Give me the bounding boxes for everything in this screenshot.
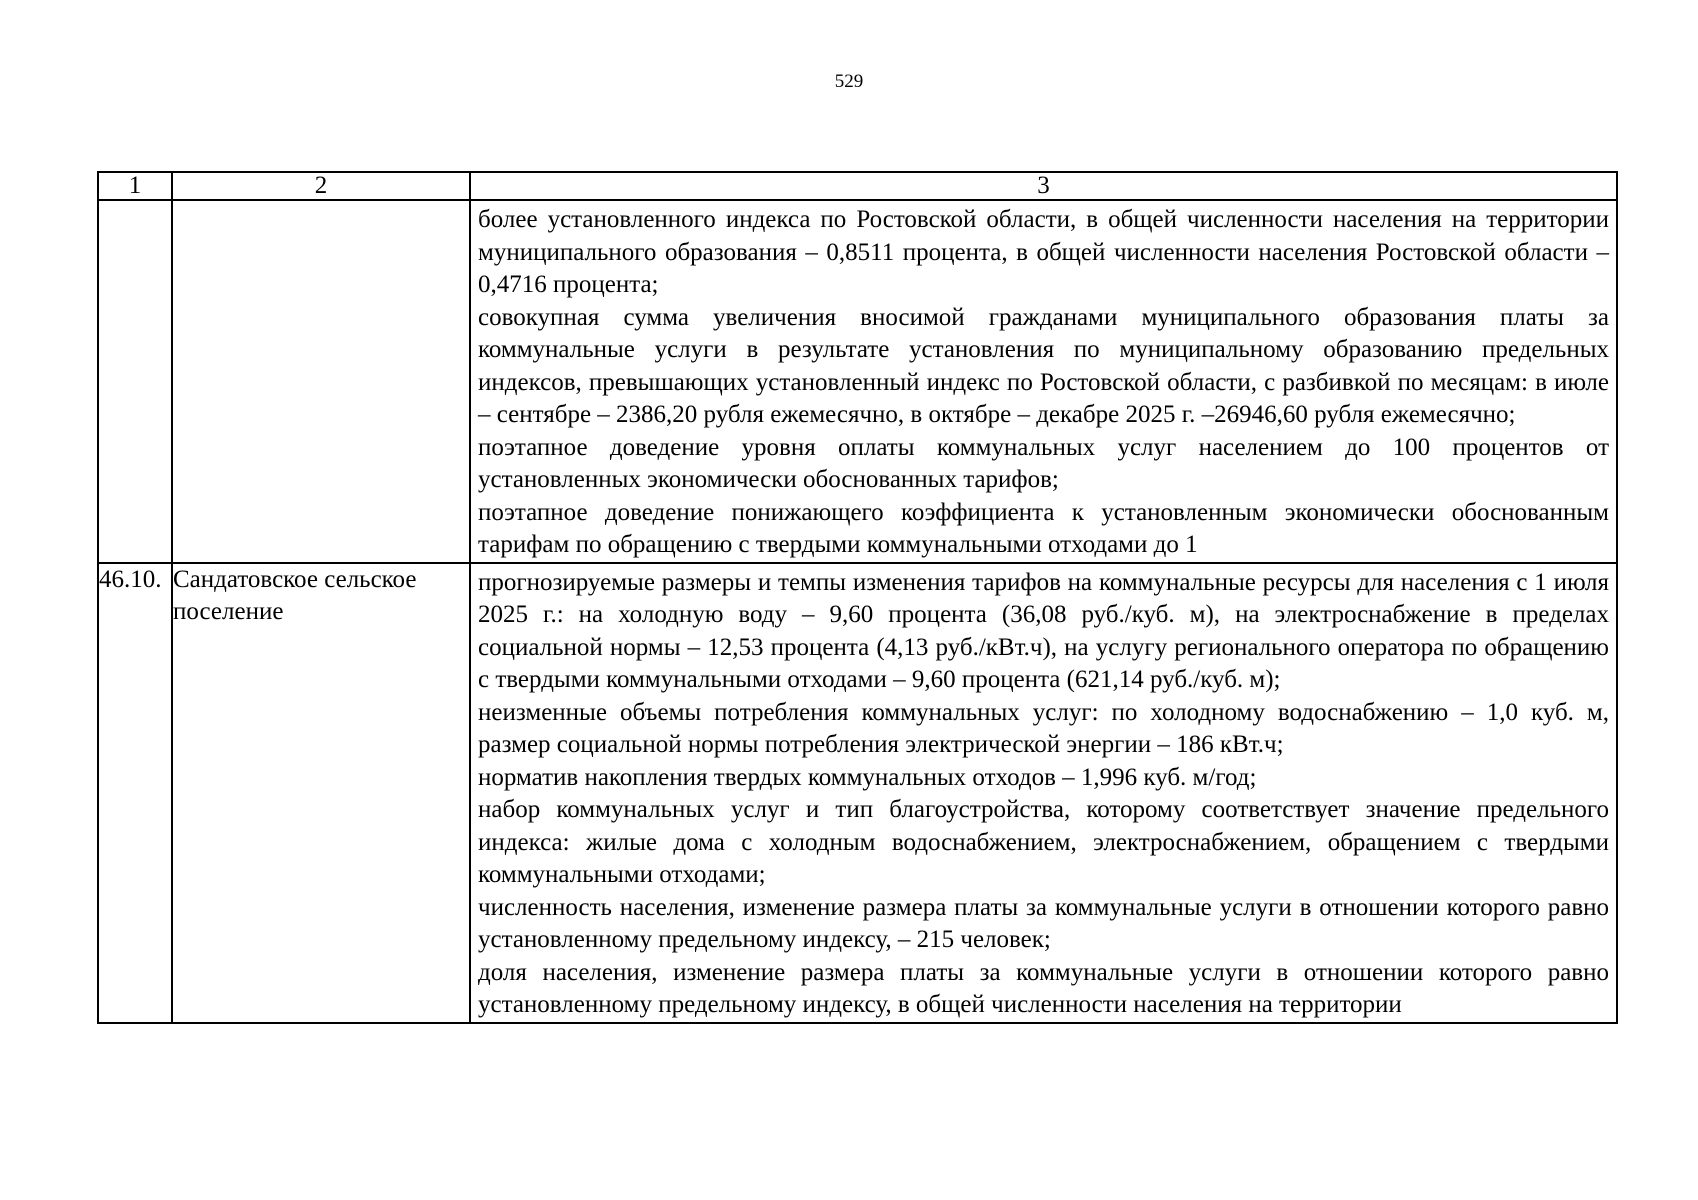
page-number: 529	[834, 71, 864, 92]
table-header-row	[98, 172, 1617, 200]
paragraph: прогнозируемые размеры и темпы изменения тарифов на коммунальные ресурсы для населения с 1 июля 2025 г.: на холодную воду – 9,60 процента (36,08 руб./куб. м), на электроснабжение в пределах социальной нормы – 12,53 процента (4,13 руб./кВт.ч), на услугу регионального оператора по обращению с твердыми коммунальными отходами – 9,60 процента (621,14 руб./куб. м);	[478, 568, 1609, 693]
column-header-1: 1	[98, 172, 172, 200]
paragraph: поэтапное доведение понижающего коэффициента к установленным экономически обоснованным тарифам по обращению с твердыми коммунальными отходами до 1	[478, 498, 1609, 558]
column-header-2: 2	[172, 172, 470, 200]
table-row	[98, 563, 1617, 1023]
row-number-cell	[98, 200, 172, 563]
paragraph: поэтапное доведение уровня оплаты коммунальных услуг населением до 100 процентов от установленных экономически обоснованных тарифов;	[478, 433, 1609, 493]
paragraph: норматив накопления твердых коммунальных отходов – 1,996 куб. м/год;	[478, 763, 1257, 791]
description-cell	[470, 200, 1617, 563]
column-header-3: 3	[470, 172, 1617, 200]
paragraph: доля населения, изменение размера платы за коммунальные услуги в отношении которого равно установленному предельному индексу, в общей численности населения на территории	[478, 958, 1609, 1018]
paragraph: совокупная сумма увеличения вносимой гражданами муниципального образования платы за коммунальные услуги в результате установления по муниципальному образованию предельных индексов, превышающих установленный индекс по Ростовской области, с разбивкой по месяцам: в июле – сентябре – 2386,20 рубля ежемесячно, в октябре – декабре 2025 г. –26946,60 рубля ежемесячно;	[478, 303, 1609, 428]
row-number-cell: 46.10.	[98, 563, 172, 1023]
paragraph: численность населения, изменение размера платы за коммунальные услуги в отношении которого равно установленному предельному индексу, – 215 человек;	[478, 893, 1609, 953]
document-table	[97, 171, 1618, 1024]
table-row	[98, 200, 1617, 563]
municipality-name-cell	[172, 200, 470, 563]
municipality-name-cell: Сандатовское сельское поселение	[172, 563, 470, 1023]
paragraph: неизменные объемы потребления коммунальных услуг: по холодному водоснабжению – 1,0 куб. м, размер социальной нормы потребления электрической энергии – 186 кВт.ч;	[478, 698, 1609, 758]
paragraph: более установленного индекса по Ростовской области, в общей численности населения на территории муниципального образования – 0,8511 процента, в общей численности населения Ростовской области – 0,4716 процента;	[478, 206, 1609, 298]
description-cell	[470, 563, 1617, 1023]
paragraph: набор коммунальных услуг и тип благоустройства, которому соответствует значение предельного индекса: жилые дома с холодным водоснабжением, электроснабжением, обращением с твердыми коммунальными отходами;	[478, 796, 1609, 888]
